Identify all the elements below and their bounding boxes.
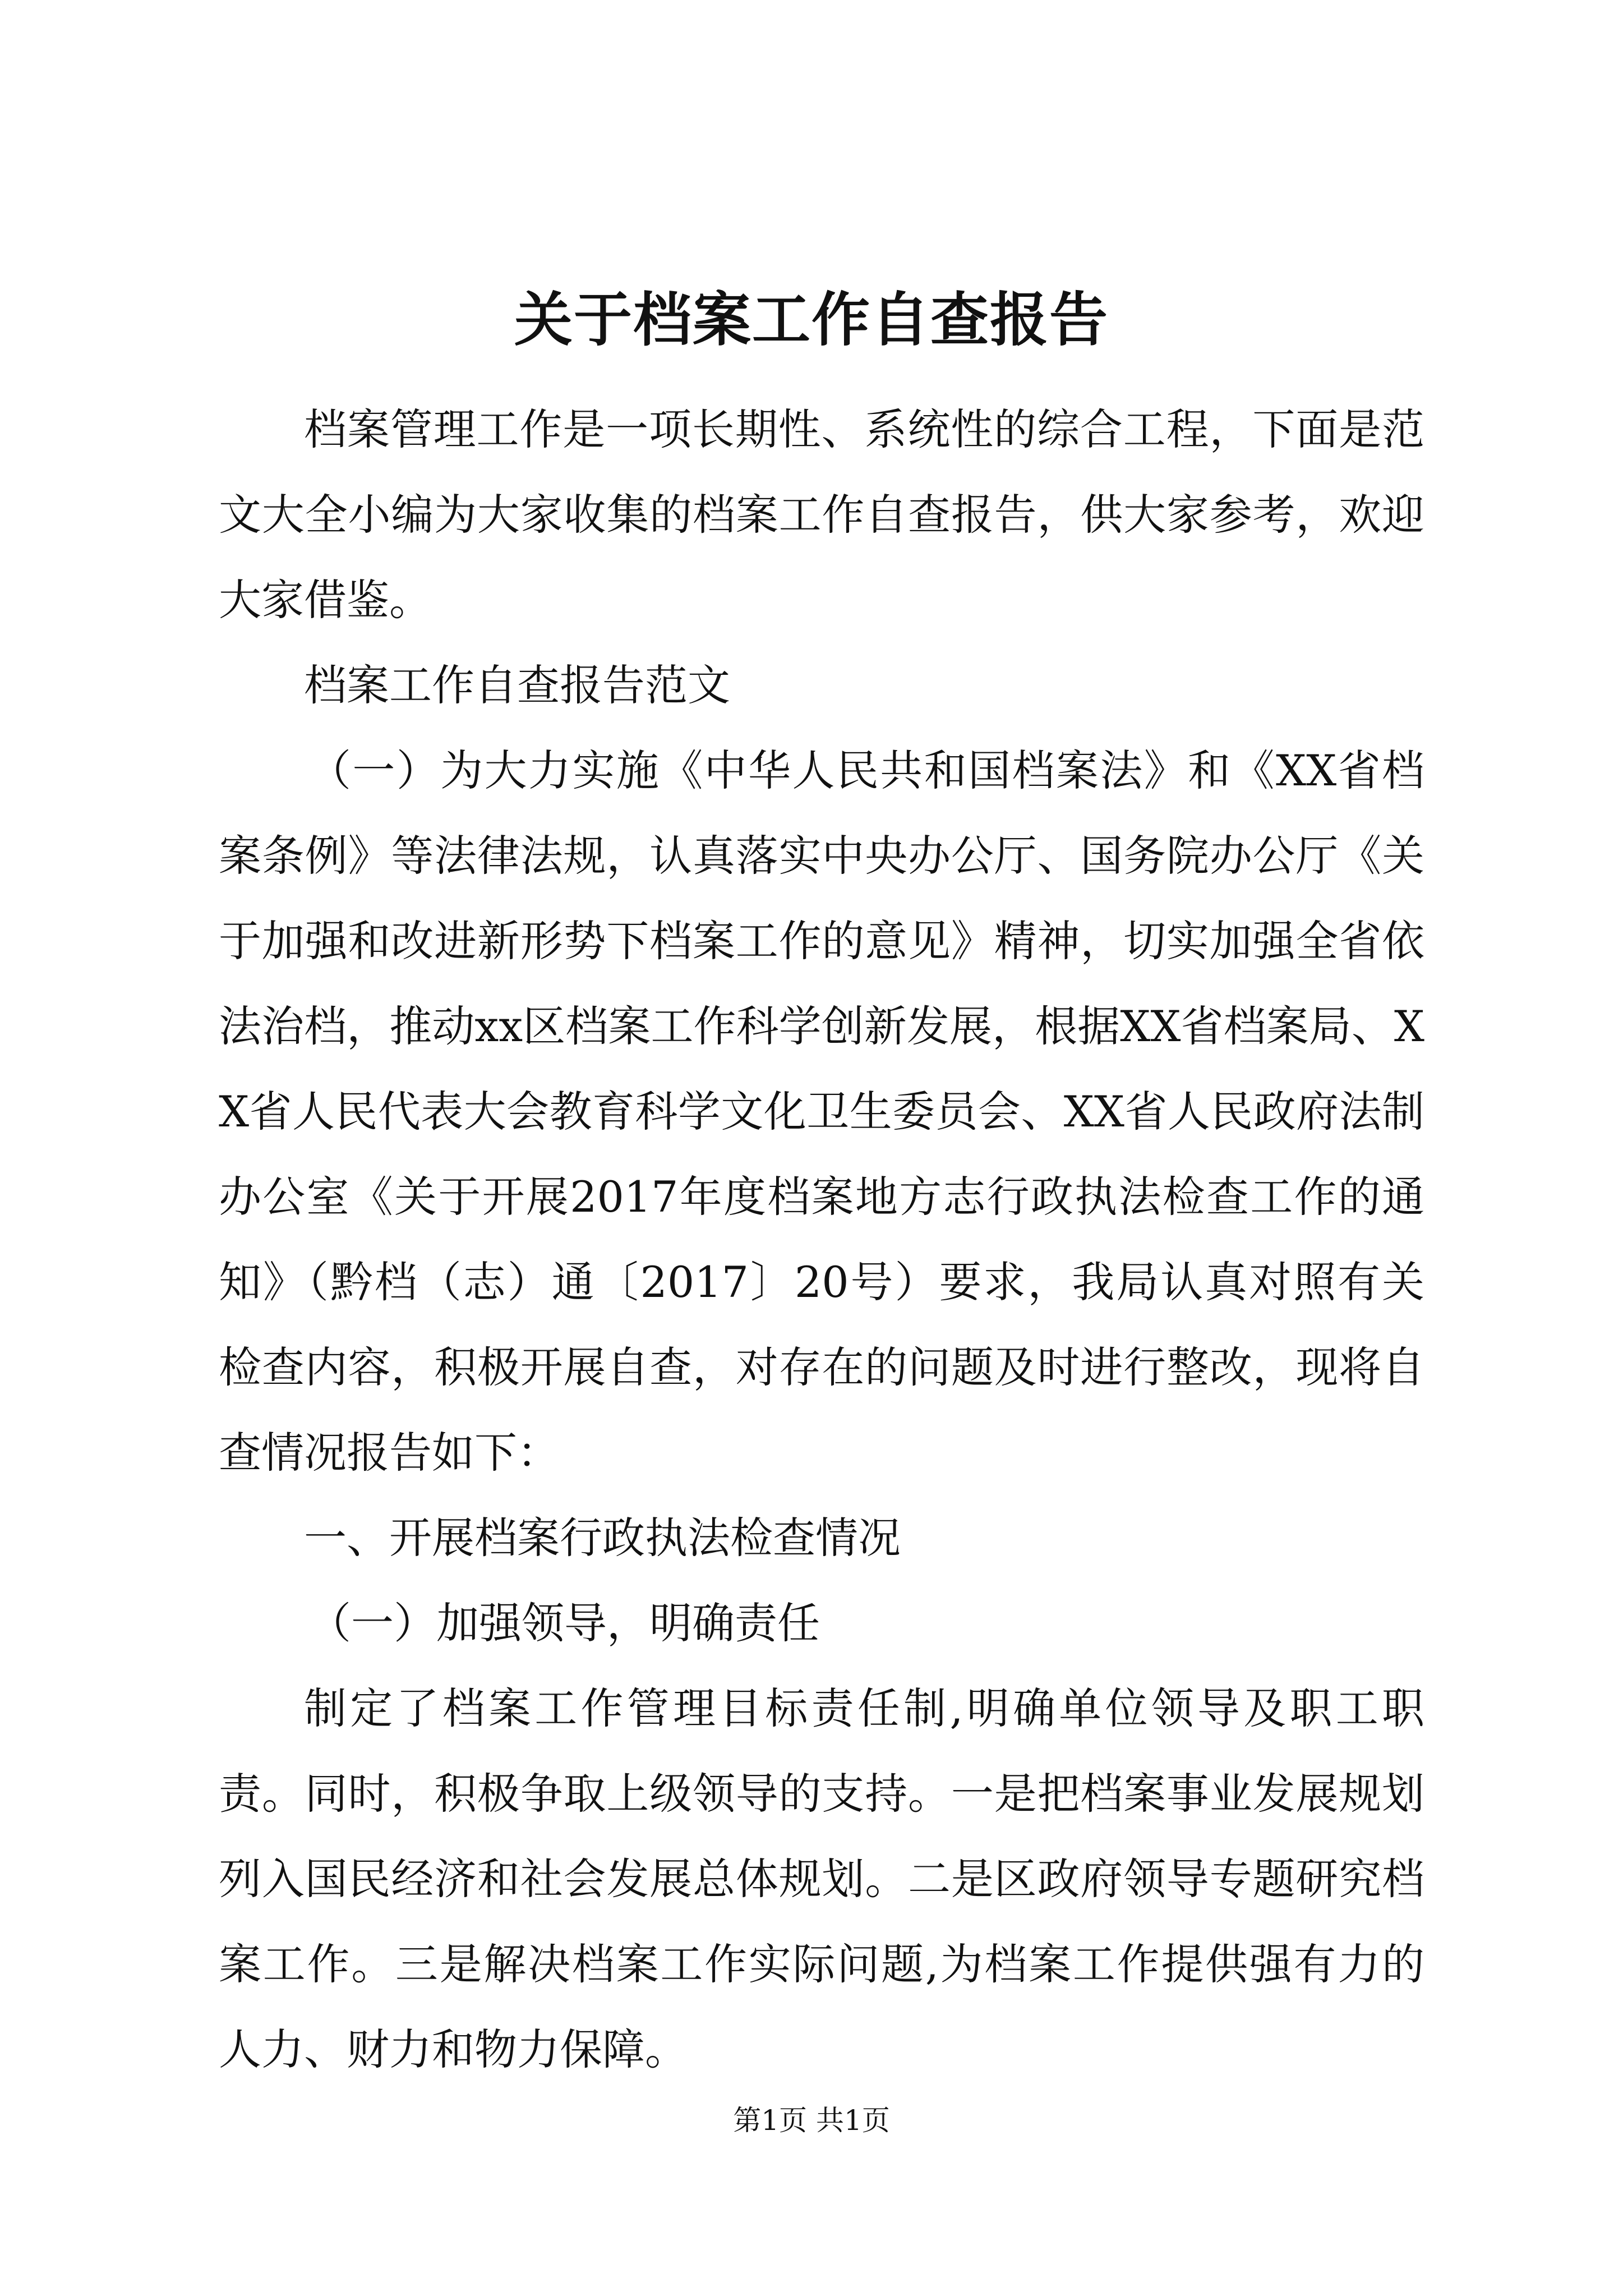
page-footer: 第1页 共1页 — [733, 2104, 890, 2137]
document-title: 关于档案工作自查报告 — [514, 285, 1109, 354]
document-body — [219, 387, 1424, 2092]
paragraph-2: 制定了档案工作管理目标责任制,明确单位领导及职工职责。同时，积极争取上级领导的支持。一是把档案事业发展规划列入国民经济和社会发展总体规划。二是区政府领导专题研究档案工作。三是解决档案工作实际问题,为档案工作提供强有力的人力、财力和物力保障。 — [219, 1683, 1424, 2074]
subsection-heading-1: （一）加强领导，明确责任 — [308, 1598, 820, 1648]
section-heading-1: 一、开展档案行政执法检查情况 — [304, 1513, 901, 1563]
paragraph-1: （一）为大力实施《中华人民共和国档案法》和《XX省档案条例》等法律法规，认真落实中央办公厅、国务院办公厅《关于加强和改进新形势下档案工作的意见》精神，切实加强全省依法治档，推动xx区档案工作科学创新发展，根据XX省档案局、XX省人民代表大会教育科学文化卫生委员会、XX省人民政府法制办公室《关于开展2017年度档案地方志行政执法检查工作的通知》（黔档（志）通〔2017〕20号）要求，我局认真对照有关检查内容，积极开展自查，对存在的问题及时进行整改，现将自查情况报告如下： — [219, 746, 1424, 1478]
section-heading-sample: 档案工作自查报告范文 — [304, 660, 730, 710]
intro-paragraph: 档案管理工作是一项长期性、系统性的综合工程，下面是范文大全小编为大家收集的档案工作自查报告，供大家参考，欢迎大家借鉴。 — [219, 404, 1424, 625]
